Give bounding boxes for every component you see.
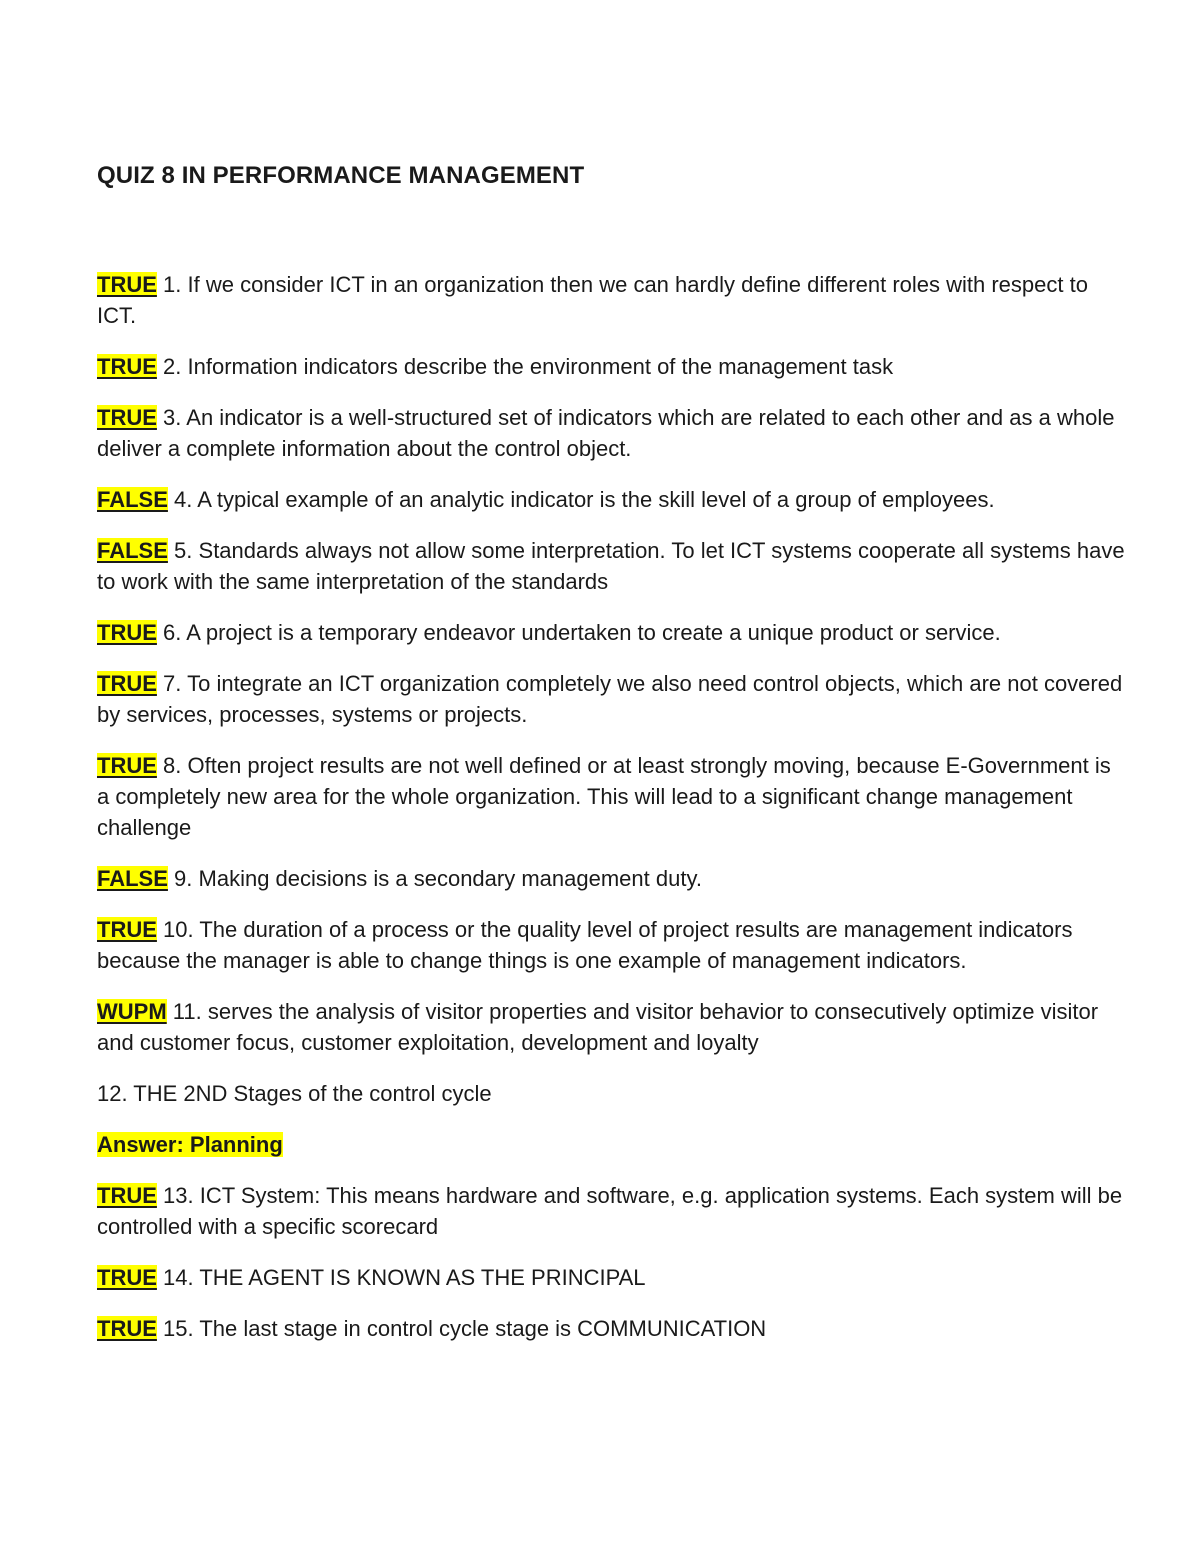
question-text: A project is a temporary endeavor undertaken to create a unique product or service. (186, 620, 1001, 645)
quiz-item-7 (97, 668, 1127, 730)
question-number: 3. (163, 405, 182, 430)
answer-label: TRUE (97, 1265, 157, 1290)
question-number: 8. (163, 753, 182, 778)
answer-label: TRUE (97, 620, 157, 645)
question-text: serves the analysis of visitor properties and visitor behavior to consecutively optimize visitor and customer focus, customer exploitation, development and loyalty (97, 999, 1099, 1055)
question-number: 14. (163, 1265, 194, 1290)
document-content (97, 160, 1127, 1364)
answer-label: TRUE (97, 753, 157, 778)
question-number: 9. (174, 866, 193, 891)
question-number: 1. (163, 272, 182, 297)
question-number: 4. (174, 487, 193, 512)
question-text: If we consider ICT in an organization then we can hardly define different roles with respect to ICT. (97, 272, 1088, 328)
answer-label: FALSE (97, 538, 168, 563)
quiz-item-2 (97, 351, 1127, 382)
question-number: 13. (163, 1183, 194, 1208)
question-text: THE AGENT IS KNOWN AS THE PRINCIPAL (199, 1265, 646, 1290)
quiz-item-9 (97, 863, 1127, 894)
question-text: To integrate an ICT organization completely we also need control objects, which are not covered by services, processes, systems or projects. (97, 671, 1123, 727)
question-text: Standards always not allow some interpretation. To let ICT systems cooperate all systems have to work with the same interpretation of the standards (97, 538, 1125, 594)
quiz-item-10 (97, 914, 1127, 976)
answer-label: FALSE (97, 866, 168, 891)
question-text: A typical example of an analytic indicator is the skill level of a group of employees. (197, 487, 995, 512)
quiz-item-14 (97, 1262, 1127, 1293)
answer-label: TRUE (97, 272, 157, 297)
question-text: The last stage in control cycle stage is COMMUNICATION (199, 1316, 767, 1341)
answer-label: TRUE (97, 405, 157, 430)
question-number: 10. (163, 917, 194, 942)
document-title: QUIZ 8 IN PERFORMANCE MANAGEMENT (97, 162, 585, 189)
question-number: 6. (163, 620, 182, 645)
question-number: 11. (172, 999, 202, 1024)
answer-label: TRUE (97, 354, 157, 379)
question-number: 2. (163, 354, 182, 379)
answer-label: TRUE (97, 917, 157, 942)
quiz-item-4 (97, 484, 1127, 515)
quiz-item-1 (97, 269, 1127, 331)
question-number: 5. (174, 538, 193, 563)
question-number: 15. (163, 1316, 194, 1341)
answer-label: FALSE (97, 487, 168, 512)
question-text: Often project results are not well defined or at least strongly moving, because E-Government is a completely new area for the whole organization. This will lead to a significant change management challenge (97, 753, 1111, 840)
quiz-item-12-answer (97, 1129, 1127, 1160)
question-text: ICT System: This means hardware and software, e.g. application systems. Each system will be controlled with a specific scorecard (97, 1183, 1123, 1239)
answer-label: TRUE (97, 671, 157, 696)
quiz-item-5 (97, 535, 1127, 597)
question-number: 7. (163, 671, 182, 696)
question-text: An indicator is a well-structured set of indicators which are related to each other and as a whole deliver a complete information about the control object. (97, 405, 1115, 461)
question-text: Making decisions is a secondary management duty. (198, 866, 702, 891)
quiz-item-3 (97, 402, 1127, 464)
quiz-item-11 (97, 996, 1127, 1058)
answer-label: WUPM (97, 999, 167, 1024)
answer-label: TRUE (97, 1183, 157, 1208)
quiz-item-12-question: 12. THE 2ND Stages of the control cycle (97, 1081, 492, 1106)
answer-label: TRUE (97, 1316, 157, 1341)
question-text: Information indicators describe the environment of the management task (187, 354, 894, 379)
quiz-item-13 (97, 1180, 1127, 1242)
quiz-item-6 (97, 617, 1127, 648)
question-text: The duration of a process or the quality level of project results are management indicators because the manager is able to change things is one example of management indicators. (97, 917, 1073, 973)
quiz-item-15 (97, 1313, 1127, 1344)
quiz-item-8 (97, 750, 1127, 843)
answer-label: Answer: Planning (97, 1132, 283, 1157)
